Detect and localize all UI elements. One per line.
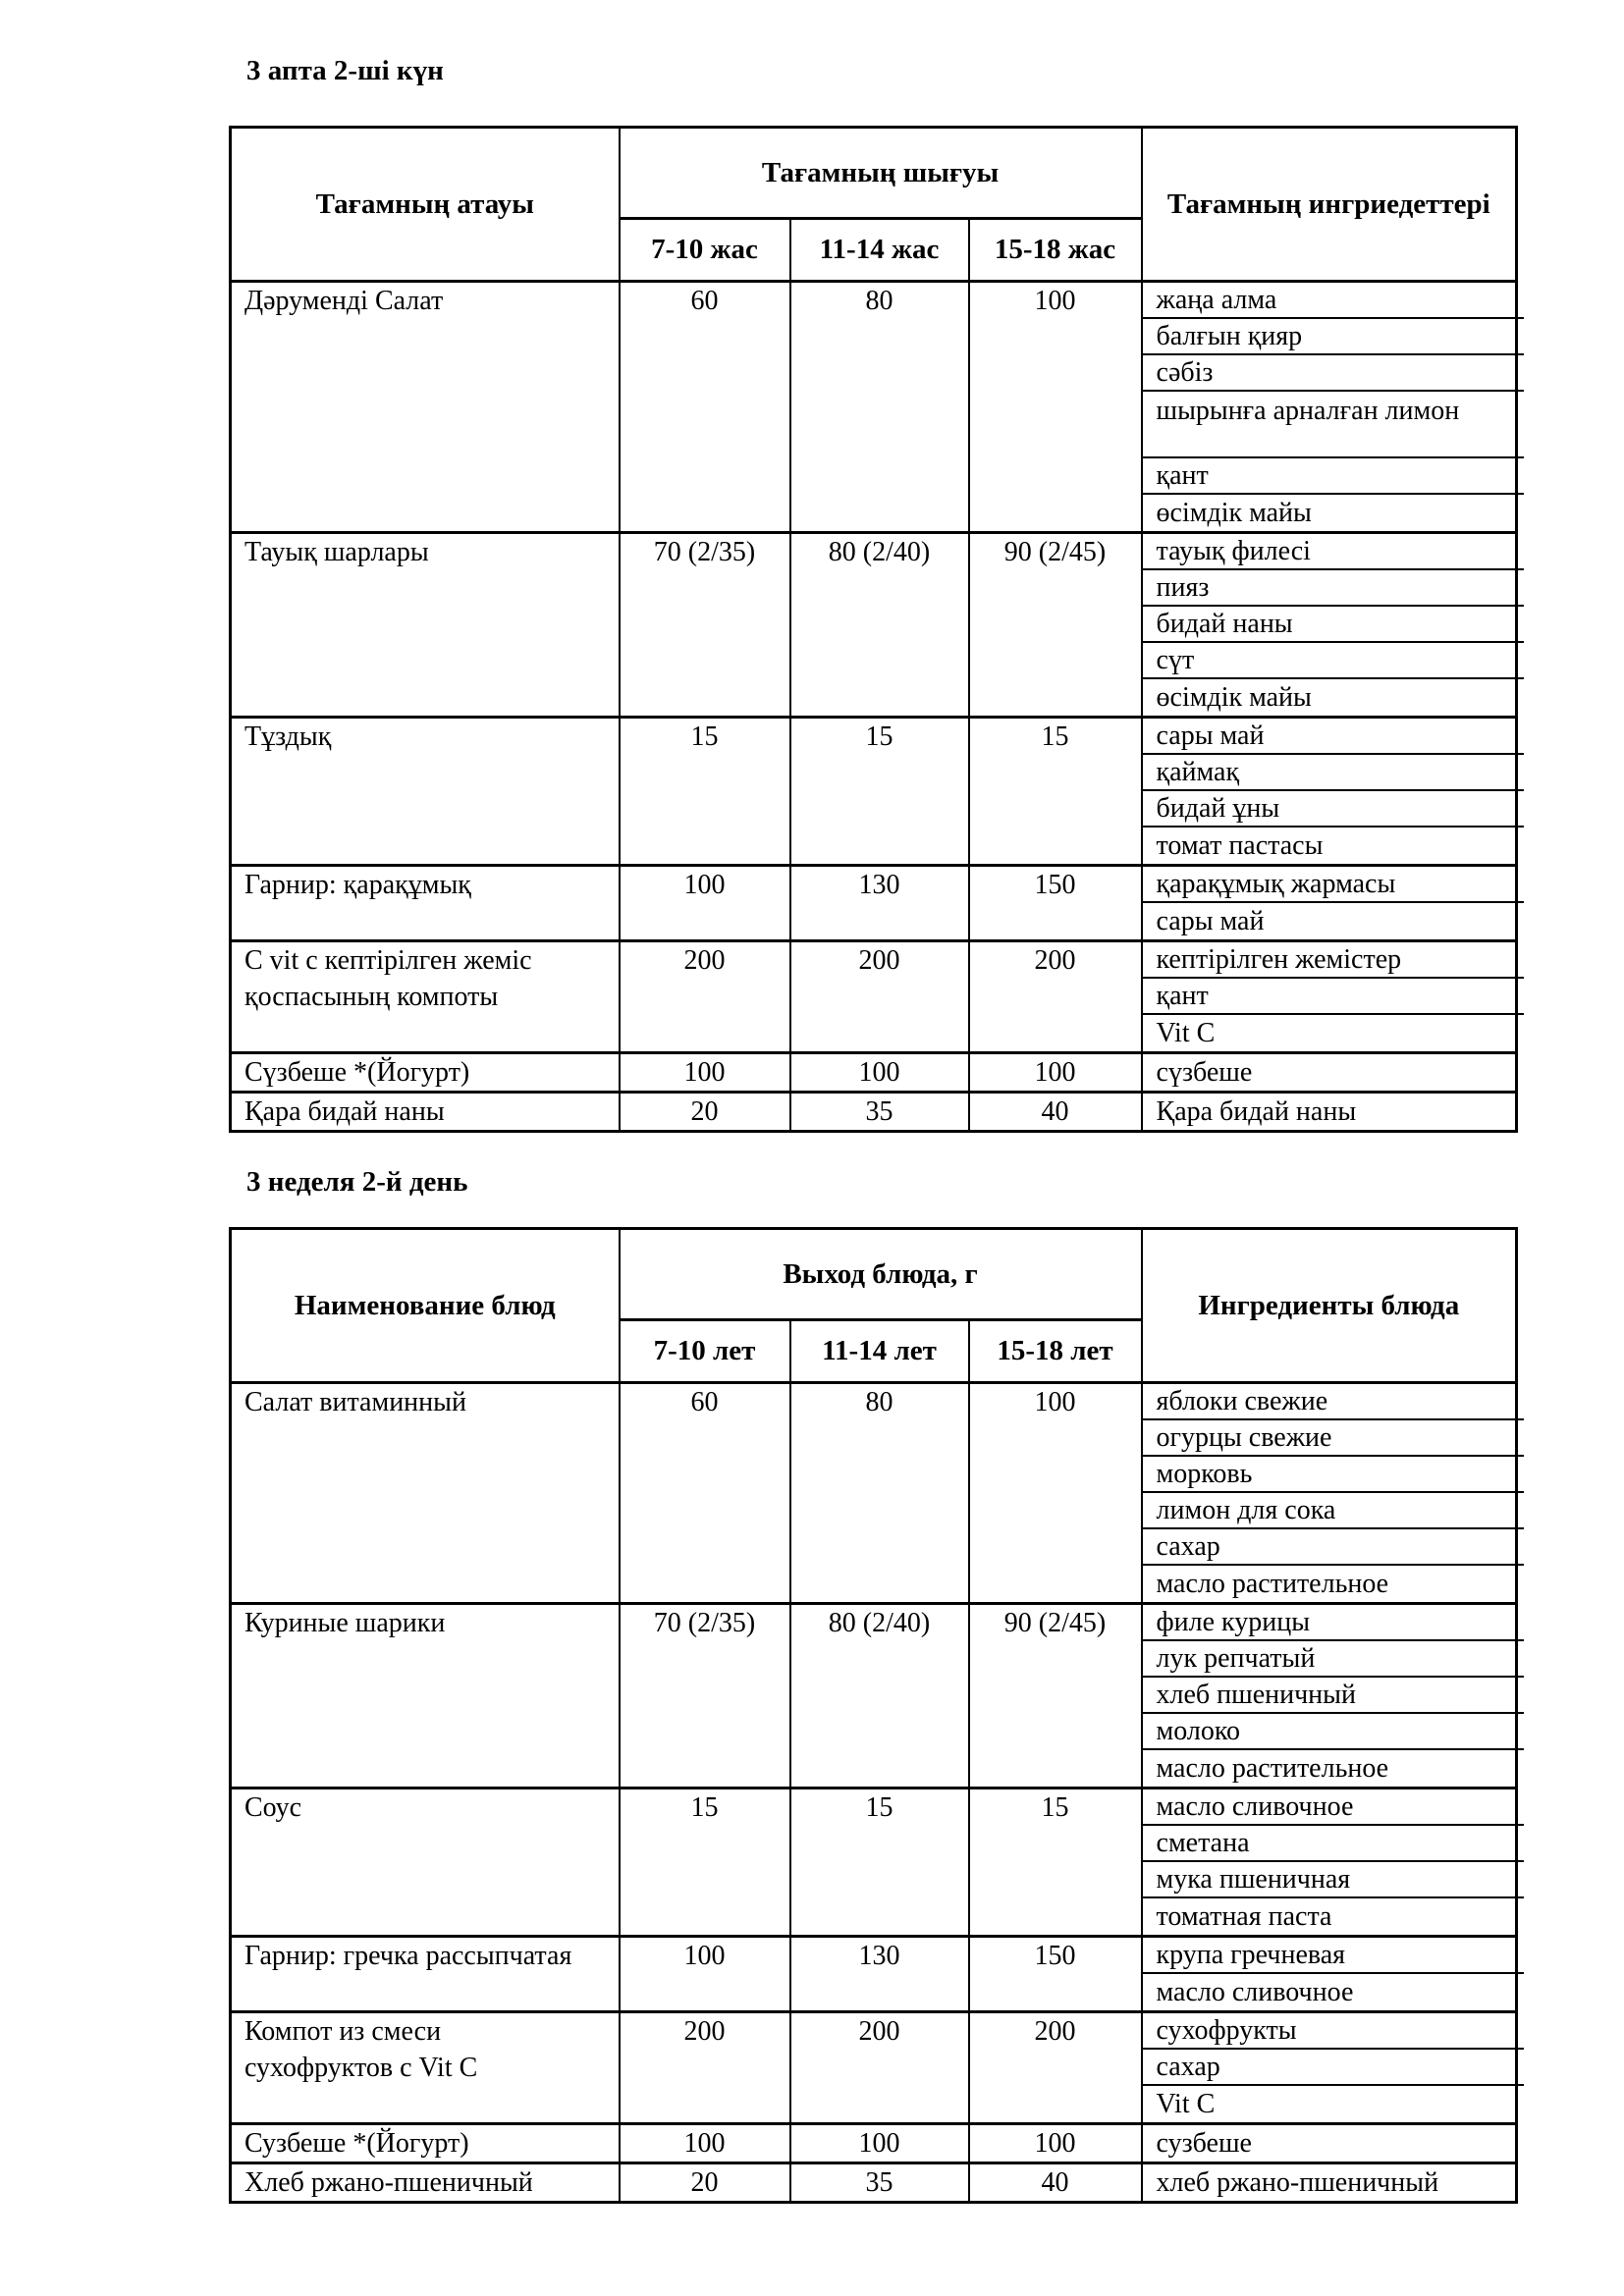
portion-value-cell: 130 [790, 1937, 969, 2012]
dish-name-cell: Куриные шарики [231, 1604, 620, 1789]
table-header [231, 1229, 1517, 1383]
dish-row [231, 2012, 1517, 2124]
ingredient-item: бидай ұны [1143, 791, 1516, 828]
ingredient-item: огурцы свежие [1143, 1420, 1516, 1457]
ingredient-item: балғын қияр [1143, 319, 1516, 355]
ingredients-cell [1142, 941, 1517, 1053]
dish-row [231, 1604, 1517, 1789]
column-header-age-group: 7-10 лет [620, 1320, 790, 1383]
column-header-dish-name: Наименование блюд [231, 1229, 620, 1383]
column-header-ingredients: Ингредиенты блюда [1142, 1229, 1517, 1383]
dish-row [231, 1093, 1517, 1132]
portion-value-cell: 15 [620, 1789, 790, 1937]
portion-value-cell: 200 [969, 941, 1142, 1053]
portion-value-cell: 100 [790, 1053, 969, 1093]
portion-value-cell: 100 [790, 2124, 969, 2163]
portion-value-cell: 100 [620, 1053, 790, 1093]
ingredient-item: сухофрукты [1143, 2013, 1516, 2050]
section-title-russian: 3 неделя 2-й день [246, 1166, 468, 1198]
ingredients-cell [1142, 718, 1517, 866]
column-header-age-group: 15-18 лет [969, 1320, 1142, 1383]
ingredient-item: хлеб ржано-пшеничный [1156, 2167, 1439, 2198]
portion-value-cell: 80 (2/40) [790, 1604, 969, 1789]
portion-value-cell: 100 [620, 1937, 790, 2012]
dish-name-cell: Сузбеше *(Йогурт) [231, 2124, 620, 2163]
column-header-dish-name: Тағамның атауы [231, 128, 620, 282]
ingredient-item: Vit C [1156, 2089, 1216, 2119]
column-header-output: Тағамның шығуы [620, 128, 1142, 219]
portion-value-cell: 20 [620, 2163, 790, 2203]
portion-value-cell: 200 [620, 2012, 790, 2124]
portion-value-cell: 20 [620, 1093, 790, 1132]
ingredient-item: Vit C [1156, 1018, 1216, 1048]
portion-value-cell: 80 [790, 282, 969, 533]
ingredient-item: сары май [1156, 906, 1265, 936]
ingredient-item: Қара бидай наны [1156, 1096, 1357, 1127]
table-body [231, 1383, 1517, 2203]
ingredient-item: өсімдік майы [1156, 498, 1312, 528]
ingredient-item: қарақұмық жармасы [1143, 867, 1516, 903]
ingredient-item: яблоки свежие [1143, 1384, 1516, 1420]
portion-value-cell: 60 [620, 1383, 790, 1604]
dish-name-cell: Қара бидай наны [231, 1093, 620, 1132]
ingredient-item: филе курицы [1143, 1605, 1516, 1641]
ingredients-cell [1142, 1053, 1517, 1093]
ingredient-item: сузбеше [1156, 2128, 1252, 2159]
ingredient-item: сахар [1143, 1529, 1516, 1566]
dish-name-cell: Дәруменді Салат [231, 282, 620, 533]
dish-row [231, 1937, 1517, 2012]
ingredients-cell [1142, 282, 1517, 533]
portion-value-cell: 150 [969, 1937, 1142, 2012]
portion-value-cell: 70 (2/35) [620, 533, 790, 718]
ingredient-item: масло растительное [1156, 1569, 1389, 1599]
portion-value-cell: 80 [790, 1383, 969, 1604]
dish-row [231, 1383, 1517, 1604]
ingredient-item: масло растительное [1156, 1753, 1389, 1784]
ingredient-item: морковь [1143, 1457, 1516, 1493]
portion-value-cell: 200 [969, 2012, 1142, 2124]
dish-name-cell: Тұздық [231, 718, 620, 866]
column-header-age-group: 15-18 жас [969, 219, 1142, 282]
ingredients-cell [1142, 2163, 1517, 2203]
dish-name-cell: Сүзбеше *(Йогурт) [231, 1053, 620, 1093]
ingredient-item: мука пшеничная [1143, 1862, 1516, 1898]
ingredient-item: сахар [1143, 2050, 1516, 2086]
dish-row [231, 941, 1517, 1053]
ingredients-cell [1142, 2012, 1517, 2124]
ingredient-item: томат пастасы [1156, 830, 1324, 861]
ingredient-item: бидай наны [1143, 607, 1516, 643]
portion-value-cell: 40 [969, 2163, 1142, 2203]
ingredient-item: томатная паста [1156, 1901, 1332, 1932]
portion-value-cell: 90 (2/45) [969, 1604, 1142, 1789]
portion-value-cell: 15 [969, 1789, 1142, 1937]
portion-value-cell: 100 [620, 866, 790, 941]
column-header-output: Выход блюда, г [620, 1229, 1142, 1320]
dish-row [231, 2163, 1517, 2203]
portion-value-cell: 100 [969, 282, 1142, 533]
portion-value-cell: 100 [969, 1053, 1142, 1093]
table-header [231, 128, 1517, 282]
portion-value-cell: 100 [969, 1383, 1142, 1604]
ingredients-cell [1142, 1383, 1517, 1604]
portion-value-cell: 60 [620, 282, 790, 533]
ingredient-item: қаймақ [1143, 755, 1516, 791]
ingredients-cell [1142, 1604, 1517, 1789]
dish-name-cell: Гарнир: қарақұмық [231, 866, 620, 941]
portion-value-cell: 90 (2/45) [969, 533, 1142, 718]
ingredients-cell [1142, 1937, 1517, 2012]
ingredient-item: сәбіз [1143, 355, 1516, 392]
portion-value-cell: 100 [620, 2124, 790, 2163]
portion-value-cell: 150 [969, 866, 1142, 941]
ingredient-item: хлеб пшеничный [1143, 1678, 1516, 1714]
ingredient-item: масло сливочное [1156, 1977, 1354, 2007]
ingredient-item: сары май [1143, 719, 1516, 755]
portion-value-cell: 130 [790, 866, 969, 941]
dish-row [231, 2124, 1517, 2163]
ingredient-item: шырынға арналған лимон [1143, 392, 1516, 458]
column-header-age-group: 11-14 жас [790, 219, 969, 282]
dish-row [231, 1789, 1517, 1937]
ingredient-item: қант [1143, 979, 1516, 1015]
ingredient-item: молоко [1143, 1714, 1516, 1750]
column-header-age-group: 7-10 жас [620, 219, 790, 282]
dish-name-cell: Тауық шарлары [231, 533, 620, 718]
dish-row [231, 718, 1517, 866]
ingredient-item: сүзбеше [1156, 1057, 1253, 1088]
portion-value-cell: 15 [620, 718, 790, 866]
dish-row [231, 866, 1517, 941]
ingredient-item: лук репчатый [1143, 1641, 1516, 1678]
portion-value-cell: 200 [790, 2012, 969, 2124]
dish-row [231, 533, 1517, 718]
ingredient-item: крупа гречневая [1143, 1938, 1516, 1974]
ingredient-item: кептірілген жемістер [1143, 942, 1516, 979]
dish-row [231, 282, 1517, 533]
portion-value-cell: 15 [790, 1789, 969, 1937]
dish-name-cell: С vit с кептірілген жеміс қоспасының компоты [231, 941, 620, 1053]
menu-table-russian [229, 1227, 1518, 2204]
portion-value-cell: 35 [790, 1093, 969, 1132]
ingredients-cell [1142, 866, 1517, 941]
portion-value-cell: 70 (2/35) [620, 1604, 790, 1789]
portion-value-cell: 200 [790, 941, 969, 1053]
section-title-kazakh: 3 апта 2-ші күн [246, 55, 444, 86]
ingredient-item: жаңа алма [1143, 283, 1516, 319]
column-header-age-group: 11-14 лет [790, 1320, 969, 1383]
ingredients-cell [1142, 2124, 1517, 2163]
portion-value-cell: 100 [969, 2124, 1142, 2163]
ingredient-item: сүт [1143, 643, 1516, 679]
portion-value-cell: 15 [969, 718, 1142, 866]
portion-value-cell: 35 [790, 2163, 969, 2203]
ingredient-item: лимон для сока [1143, 1493, 1516, 1529]
portion-value-cell: 200 [620, 941, 790, 1053]
ingredient-item: сметана [1143, 1826, 1516, 1862]
ingredients-cell [1142, 533, 1517, 718]
ingredient-item: масло сливочное [1143, 1789, 1516, 1826]
portion-value-cell: 15 [790, 718, 969, 866]
dish-name-cell: Соус [231, 1789, 620, 1937]
ingredient-item: өсімдік майы [1156, 682, 1312, 713]
dish-name-cell: Салат витаминный [231, 1383, 620, 1604]
ingredients-cell [1142, 1093, 1517, 1132]
dish-name-cell: Хлеб ржано-пшеничный [231, 2163, 620, 2203]
ingredients-cell [1142, 1789, 1517, 1937]
portion-value-cell: 40 [969, 1093, 1142, 1132]
dish-row [231, 1053, 1517, 1093]
table-body [231, 282, 1517, 1132]
ingredient-item: тауық филесі [1143, 534, 1516, 570]
ingredient-item: қант [1143, 458, 1516, 495]
dish-name-cell: Гарнир: гречка рассыпчатая [231, 1937, 620, 2012]
column-header-ingredients: Тағамның ингриедеттері [1142, 128, 1517, 282]
dish-name-cell: Компот из смеси сухофруктов с Vit C [231, 2012, 620, 2124]
portion-value-cell: 80 (2/40) [790, 533, 969, 718]
menu-table-kazakh [229, 126, 1518, 1133]
ingredient-item: пияз [1143, 570, 1516, 607]
